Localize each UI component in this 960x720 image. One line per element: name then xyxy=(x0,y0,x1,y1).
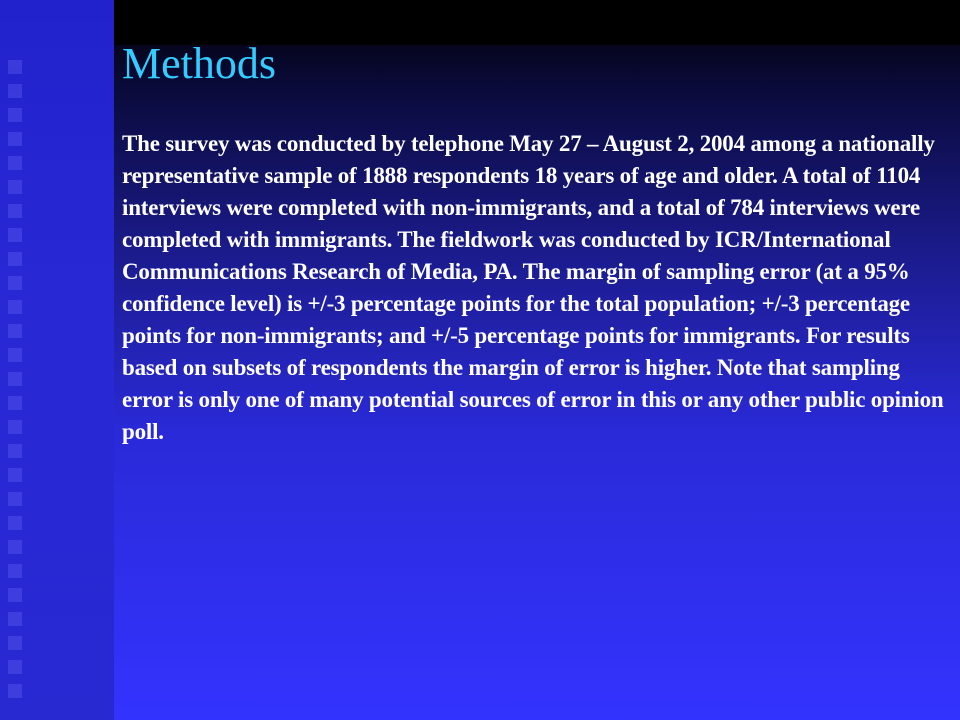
decorative-square xyxy=(8,156,22,170)
decorative-square xyxy=(8,396,22,410)
decorative-square xyxy=(8,228,22,242)
decorative-square xyxy=(8,84,22,98)
decorative-square xyxy=(8,108,22,122)
slide-body-text: The survey was conducted by telephone May 27 – August 2, 2004 among a nationally representative sample of 1888 respondents 18 years of age and older. A total of 1104 interviews were completed with non-immigrants, and a total of 784 interviews were completed with immigrants. The fieldwork was conducted by ICR/International Communications Research of Media, PA. The margin of sampling error (at a 95% confidence level) is +/-3 percentage points for the total population; +/-3 percentage points for non-immigrants; and +/-5 percentage points for immigrants. For results based on subsets of respondents the margin of error is higher. Note that sampling error is only one of many potential sources of error in this or any other public opinion poll. xyxy=(122,131,944,444)
decorative-square xyxy=(8,444,22,458)
decorative-square xyxy=(8,180,22,194)
decorative-square xyxy=(8,660,22,674)
decorative-square xyxy=(8,420,22,434)
decorative-square xyxy=(8,684,22,698)
decorative-square xyxy=(8,252,22,266)
decorative-square xyxy=(8,276,22,290)
decorative-square xyxy=(8,324,22,338)
decorative-square xyxy=(8,204,22,218)
decorative-square xyxy=(8,612,22,626)
decorative-square xyxy=(8,60,22,74)
decorative-square xyxy=(8,492,22,506)
decorative-squares xyxy=(8,60,26,720)
decorative-square xyxy=(8,636,22,650)
decorative-square xyxy=(8,348,22,362)
decorative-square xyxy=(8,588,22,602)
slide-title: Methods xyxy=(122,39,276,88)
decorative-square xyxy=(8,468,22,482)
decorative-square xyxy=(8,300,22,314)
decorative-square xyxy=(8,132,22,146)
decorative-square xyxy=(8,564,22,578)
decorative-square xyxy=(8,516,22,530)
decorative-square xyxy=(8,540,22,554)
decorative-square xyxy=(8,372,22,386)
